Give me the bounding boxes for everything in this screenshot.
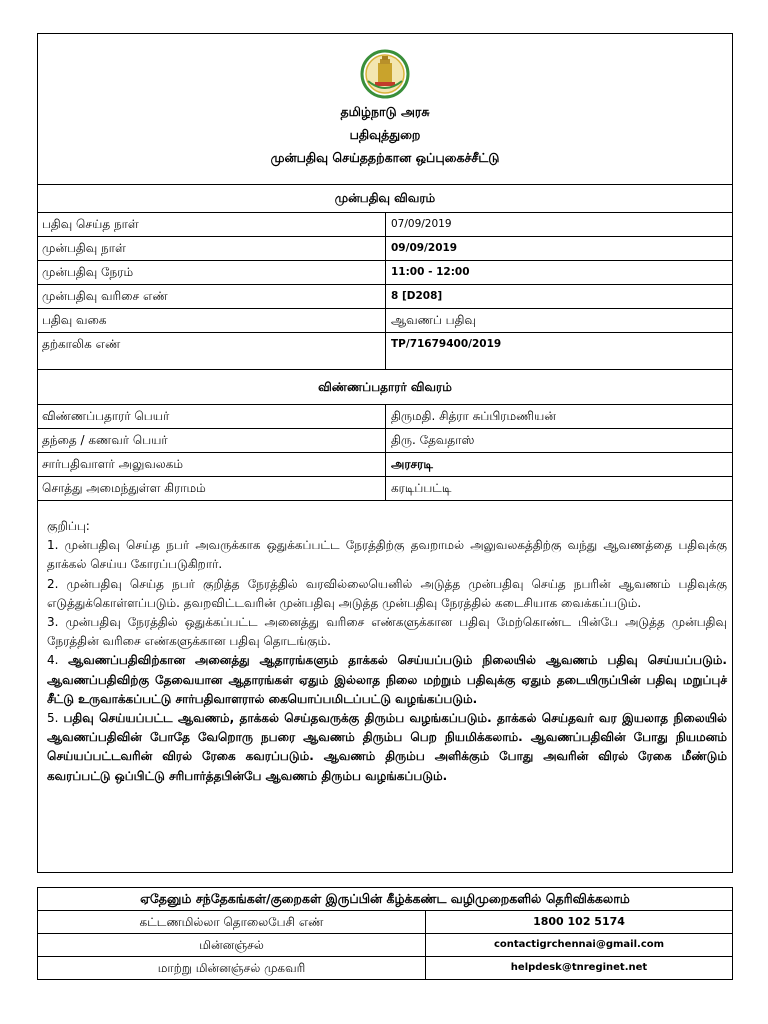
field-label: விண்ணப்பதாரர் பெயர்: [42, 409, 170, 423]
table-row: [38, 477, 732, 501]
table-row: [38, 309, 732, 333]
note-1: 1. முன்பதிவு செய்த நபர் அவருக்காக ஒதுக்கப்பட்ட நேரத்திற்கு தவறாமல் அலுவலகத்திற்கு வந்து ஆவணத்தை பதிவுக்கு தாக்கல் செய்ய கோரப்படுகிறார்.: [47, 538, 727, 572]
field-label: தந்தை / கணவர் பெயர்: [42, 433, 168, 447]
contact-label: மாற்று மின்னஞ்சல் முகவரி: [38, 957, 426, 979]
notes-title: குறிப்பு:: [47, 519, 90, 533]
table-row: [38, 911, 732, 934]
field-value: TP/71679400/2019: [391, 338, 502, 350]
note-4-number: 4.: [47, 653, 59, 668]
table-row: [38, 429, 732, 453]
applicant-details-table: [38, 405, 732, 501]
department-title: பதிவுத்துறை: [349, 127, 421, 142]
note-5: [47, 709, 727, 786]
notes-section: [47, 517, 727, 786]
alternate-email-link[interactable]: helpdesk@tnreginet.net: [510, 962, 648, 973]
note-4: [47, 651, 727, 709]
booking-section-heading: முன்பதிவு விவரம்: [38, 184, 732, 213]
booking-details-table: [38, 213, 732, 370]
table-row: [38, 285, 732, 309]
acknowledgement-slip: [37, 33, 733, 873]
contact-heading: ஏதேனும் சந்தேகங்கள்/குறைகள் இருப்பின் கீழ்க்கண்ட வழிமுறைகளில் தெரிவிக்கலாம்: [38, 888, 732, 911]
field-label: சொத்து அமைந்துள்ள கிராமம்: [42, 481, 206, 495]
document-title: முன்பதிவு செய்ததற்கான ஒப்புகைச்சீட்டு: [270, 150, 500, 165]
contact-label: கட்டணமில்லா தொலைபேசி எண்: [38, 911, 426, 933]
document-header: [38, 34, 732, 185]
table-row: [38, 333, 732, 370]
note-2: 2. முன்பதிவு செய்த நபர் குறித்த நேரத்தில் வரவில்லையெனில் அடுத்த முன்பதிவு செய்த நபரின் ஆவணம் பதிவுக்கு எடுத்துக்கொள்ளப்படும். தவறவிட்டவரின் முன்பதிவு அடுத்த முன்பதிவு நேரத்தில் கடைசியாக வைக்கப்படும்.: [47, 576, 727, 610]
field-value: திரு. தேவதாஸ்: [391, 433, 475, 447]
table-row: [38, 957, 732, 979]
table-row: [38, 261, 732, 285]
field-label: தற்காலிக எண்: [42, 337, 121, 351]
email-link[interactable]: contactigrchennai@gmail.com: [493, 939, 665, 950]
applicant-section-heading: விண்ணப்பதாரர் விவரம்: [38, 370, 732, 405]
field-label: பதிவு செய்த நாள்: [42, 217, 139, 231]
table-row: [38, 453, 732, 477]
field-value: அரசரடி: [391, 457, 433, 471]
field-value: திருமதி. சித்ரா சுப்பிரமணியன்: [391, 409, 556, 423]
field-label: பதிவு வகை: [42, 313, 107, 327]
table-row: [38, 237, 732, 261]
tamil-nadu-emblem-icon: [360, 49, 410, 99]
government-title: தமிழ்நாடு அரசு: [340, 104, 430, 119]
field-label: முன்பதிவு நாள்: [42, 241, 126, 255]
field-value: கரடிப்பட்டி: [391, 481, 452, 495]
note-4-text: ஆவணப்பதிவிற்கான அனைத்து ஆதாரங்களும் தாக்கல் செய்யப்படும் நிலையில் ஆவணம் பதிவு செய்யப்படும். ஆவணப்பதிவிற்கு தேவையான ஆதாரங்கள் ஏதும் இல்லாத நிலை மற்றும் பதிவுக்கு ஏதும் தடையிருப்பின் பதிவு மறுப்புச் சீட்டு உருவாக்கப்பட்டு சார்பதிவாளரால் கையொப்பமிடப்பட்டு வழங்கப்படும்.: [47, 653, 727, 706]
note-3: 3. முன்பதிவு நேரத்தில் ஒதுக்கப்பட்ட அனைத்து வரிசை எண்களுக்கான பதிவு மேற்கொண்ட பின்பே அடுத்த முன்பதிவு நேரத்தின் வரிசை எண்களுக்கான பதிவு தொடங்கும்.: [47, 615, 727, 649]
field-label: சார்பதிவாளர் அலுவலகம்: [42, 457, 184, 471]
table-row: [38, 405, 732, 429]
field-value: 8 [D208]: [391, 290, 443, 302]
field-value: 11:00 - 12:00: [391, 266, 470, 278]
field-value: ஆவணப் பதிவு: [391, 313, 476, 327]
toll-free-number: 1800 102 5174: [533, 915, 625, 928]
table-row: [38, 213, 732, 237]
field-value: 07/09/2019: [391, 218, 452, 230]
field-label: முன்பதிவு வரிசை எண்: [42, 289, 168, 303]
note-5-text: பதிவு செய்யப்பட்ட ஆவணம், தாக்கல் செய்தவருக்கு திரும்ப வழங்கப்படும். தாக்கல் செய்தவர் வர இயலாத நிலையில் ஆவணப்பதிவின் போதே வேறொரு நபரை ஆவணம் திரும்ப பெற நியமிக்கலாம். ஆவணப்பதிவின் போது நியமனம் செய்யப்பட்டவரின் விரல் ரேகை கவரப்படும். ஆவணம் திரும்ப அளிக்கும் போது அவரின் விரல் ரேகை மீண்டும் கவரப்பட்டு ஒப்பிட்டு சரிபார்த்தபின்பே ஆவணம் திரும்ப வழங்கப்படும்.: [47, 711, 728, 783]
field-label: முன்பதிவு நேரம்: [42, 265, 134, 279]
contact-table: [37, 887, 733, 980]
field-value: 09/09/2019: [391, 242, 458, 254]
contact-label: மின்னஞ்சல்: [38, 934, 426, 956]
note-5-number: 5.: [47, 711, 59, 726]
table-row: [38, 934, 732, 957]
